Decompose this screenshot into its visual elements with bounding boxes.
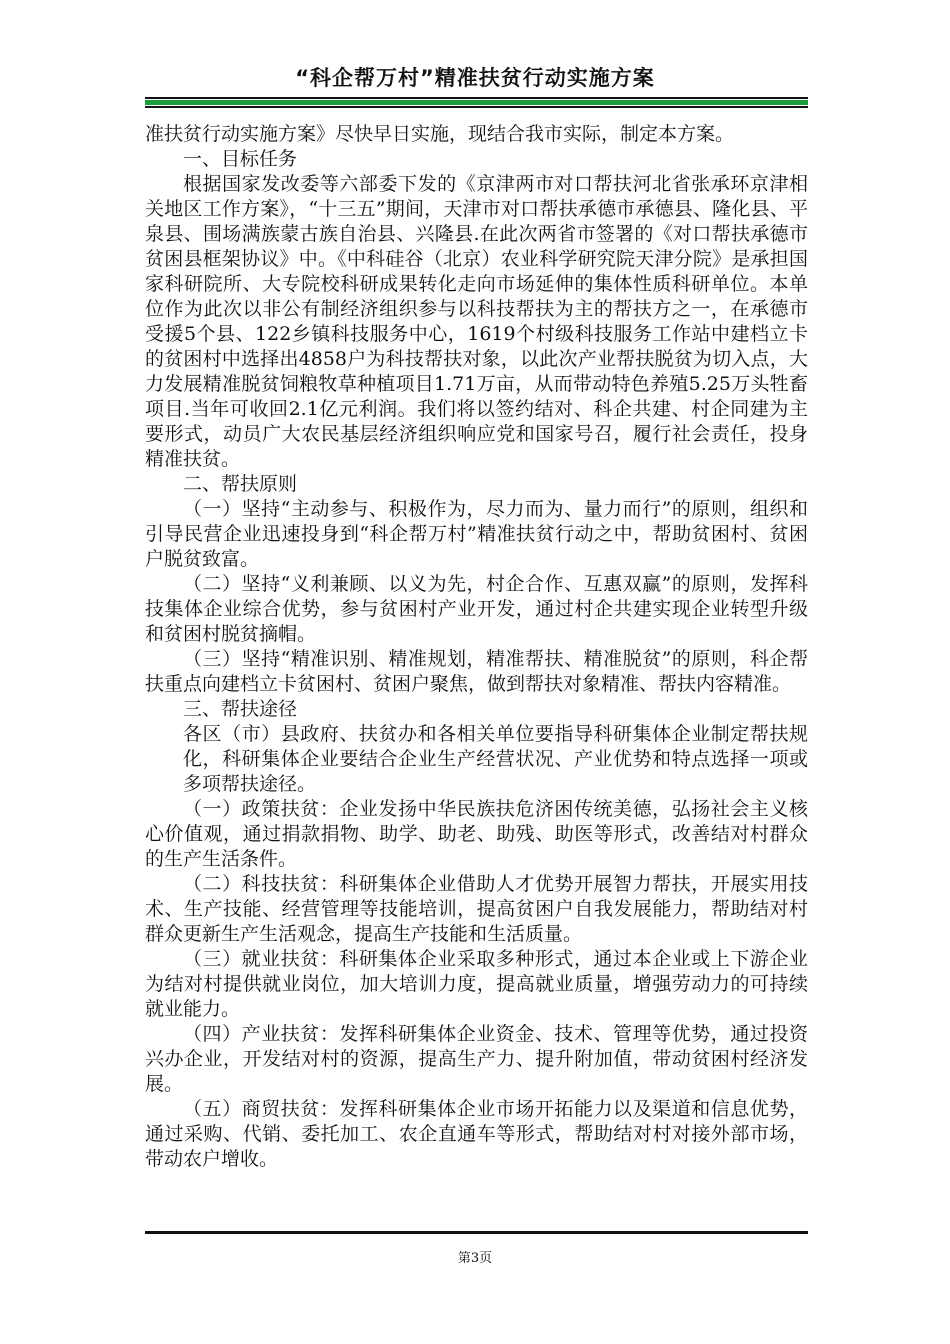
paragraph-approaches-intro: 各区（市）县政府、扶贫办和各相关单位要指导科研集体企业制定帮扶规化，科研集体企业要结合企业生产经营状况、产业优势和特点选择一项或多项帮扶途径。	[183, 723, 808, 795]
section-heading-principles: 二、帮扶原则	[183, 473, 298, 495]
header-rule-bottom	[145, 106, 808, 108]
section-heading-approaches: 三、帮扶途径	[183, 698, 298, 720]
document-title: “科企帮万村”精准扶贫行动实施方案	[295, 66, 655, 90]
paragraph-approach-policy: （一）政策扶贫：企业发扬中华民族扶危济困传统美德，弘扬社会主义核心价值观，通过捐款捐物、助学、助老、助残、助医等形式，改善结对村群众的生产生活条件。	[145, 798, 808, 870]
paragraph-approach-technology: （二）科技扶贫：科研集体企业借助人才优势开展智力帮扶，开展实用技术、生产技能、经营管理等技能培训，提高贫困户自我发展能力，帮助结对村群众更新生产生活观念，提高生产技能和生活质量。	[145, 873, 808, 945]
paragraph-principle-2: （二）坚持“义利兼顾、以义为先，村企合作、互惠双赢”的原则，发挥科技集体企业综合优势，参与贫困村产业开发，通过村企共建实现企业转型升级和贫困村脱贫摘帽。	[145, 573, 808, 645]
document-body	[145, 122, 808, 1172]
section-heading-goals: 一、目标任务	[183, 148, 298, 170]
paragraph-principle-3: （三）坚持“精准识别、精准规划，精准帮扶、精准脱贫”的原则，科企帮扶重点向建档立卡贫困村、贫困户聚焦，做到帮扶对象精准、帮扶内容精准。	[145, 648, 808, 695]
paragraph-continued: 准扶贫行动实施方案》尽快早日实施，现结合我市实际，制定本方案。	[145, 123, 735, 145]
paragraph-goals: 根据国家发改委等六部委下发的《京津两市对口帮扶河北省张承环京津相关地区工作方案》，“十三五”期间，天津市对口帮扶承德市承德县、隆化县、平泉县、围场满族蒙古族自治县、兴隆县.在此次两省市签署的《对口帮扶承德市贫困县框架协议》中。《中科硅谷（北京）农业科学研究院天津分院》是承担国家科研院所、大专院校科研成果转化走向市场延伸的集体性质科研单位。本单位作为此次以非公有制经济组织参与以科技帮扶为主的帮扶方之一，在承德市受援5个县、122乡镇科技服务中心，1619个村级科技服务工作站中建档立卡的贫困村中选择出4858户为科技帮扶对象，以此次产业帮扶脱贫为切入点，大力发展精准脱贫饲粮牧草种植项目1.71万亩，从而带动特色养殖5.25万头牲畜项目.当年可收回2.1亿元利润。我们将以签约结对、科企共建、村企同建为主要形式，动员广大农民基层经济组织响应党和国家号召，履行社会责任，投身精准扶贫。	[145, 173, 808, 470]
header-rule-green	[145, 100, 808, 105]
paragraph-approach-commerce: （五）商贸扶贫：发挥科研集体企业市场开拓能力以及渠道和信息优势，通过采购、代销、委托加工、农企直通车等形式，帮助结对村对接外部市场，带动农户增收。	[145, 1098, 808, 1170]
page-number: 第3页	[457, 1251, 493, 1266]
header-rule-top	[145, 97, 808, 99]
paragraph-approach-industry: （四）产业扶贫：发挥科研集体企业资金、技术、管理等优势，通过投资兴办企业，开发结对村的资源，提高生产力、提升附加值，带动贫困村经济发展。	[145, 1023, 808, 1095]
paragraph-approach-employment: （三）就业扶贫：科研集体企业采取多种形式，通过本企业或上下游企业为结对村提供就业岗位，加大培训力度，提高就业质量，增强劳动力的可持续就业能力。	[145, 948, 808, 1020]
paragraph-principle-1: （一）坚持“主动参与、积极作为，尽力而为、量力而行”的原则，组织和引导民营企业迅速投身到“科企帮万村”精准扶贫行动之中，帮助贫困村、贫困户脱贫致富。	[145, 498, 808, 570]
footer-rule	[145, 1231, 808, 1234]
